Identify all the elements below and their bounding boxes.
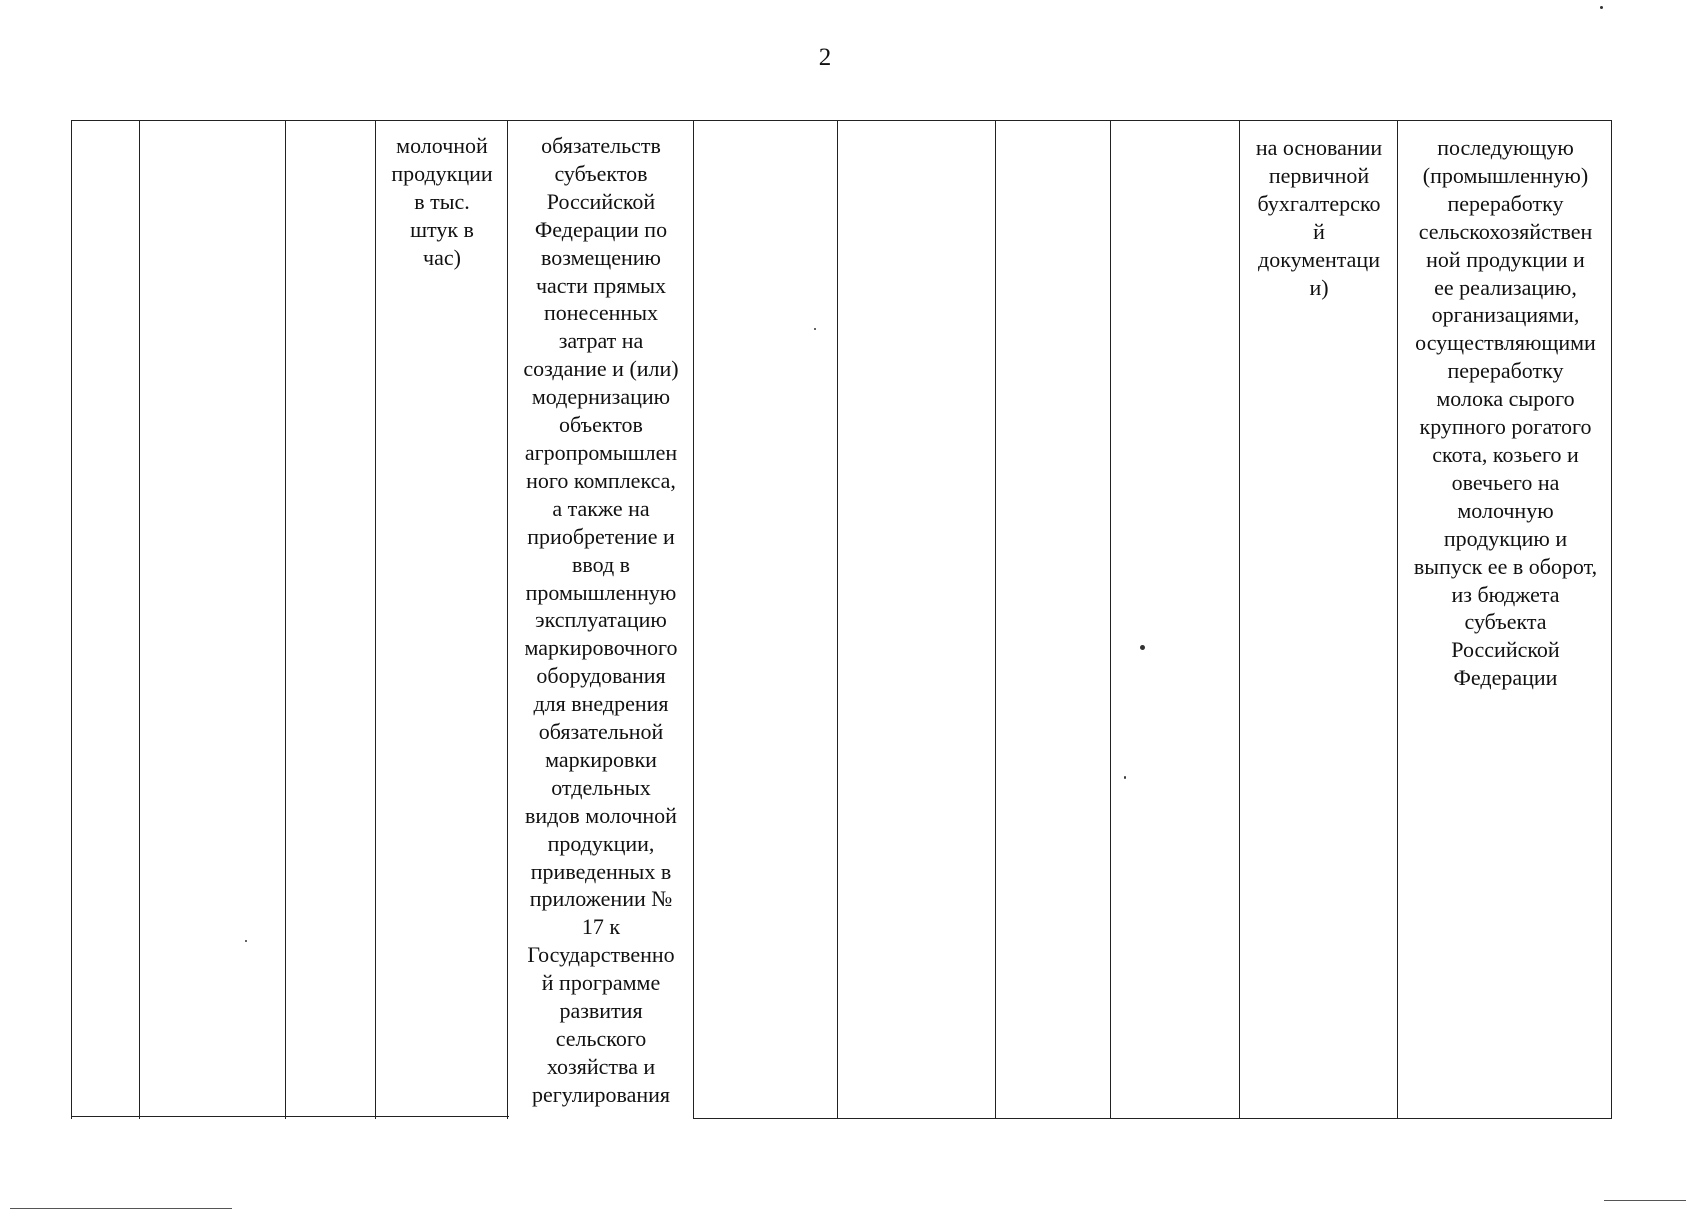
scan-speck xyxy=(1124,776,1126,779)
scan-speck xyxy=(245,940,247,942)
column-divider xyxy=(1239,120,1240,1119)
table-cell: обязательств субъектов Российской Федерации по возмещению части прямых понесенных затрат на создание и (или) модернизацию объектов агропромышлен ного комплекса, а также на приобретение и ввод в промышленную эксплуатацию маркировочного оборудования для внедрения обязательной маркировки отдельных видов молочной продукции, приведенных в приложении № 17 к Государственно й программе развития сельского хозяйства и регулирования xyxy=(523,133,679,1107)
column-divider xyxy=(1110,120,1111,1119)
column-divider xyxy=(285,120,286,1119)
scan-speck xyxy=(1600,6,1603,9)
column-divider xyxy=(375,120,376,1119)
column-divider xyxy=(139,120,140,1119)
table-bottom-border xyxy=(71,1116,509,1117)
table-bottom-border xyxy=(693,1118,1612,1119)
column-divider xyxy=(837,120,838,1119)
column-divider xyxy=(507,120,508,1119)
scan-speck xyxy=(1140,645,1145,650)
column-divider xyxy=(1397,120,1398,1119)
page-number: 2 xyxy=(818,44,832,71)
table-cell: последующую (промышленную) переработку сельскохозяйствен ной продукции и ее реализацию, организациями, осуществляющими переработку молока сырого крупного рогатого скота, козьего и овечьего на молочную продукцию и выпуск ее в оборот, из бюджета субъекта Российской Федерации xyxy=(1413,135,1598,691)
column-divider xyxy=(995,120,996,1119)
column-divider xyxy=(693,120,694,1119)
table-cell: на основании первичной бухгалтерско й документаци и) xyxy=(1255,135,1383,300)
table-top-border xyxy=(71,120,1612,121)
footer-rule xyxy=(1604,1200,1686,1201)
table-cell: молочной продукции в тыс. штук в час) xyxy=(391,133,493,270)
column-divider xyxy=(71,120,72,1119)
scan-speck xyxy=(814,328,816,330)
continuation-table xyxy=(71,120,1612,1119)
